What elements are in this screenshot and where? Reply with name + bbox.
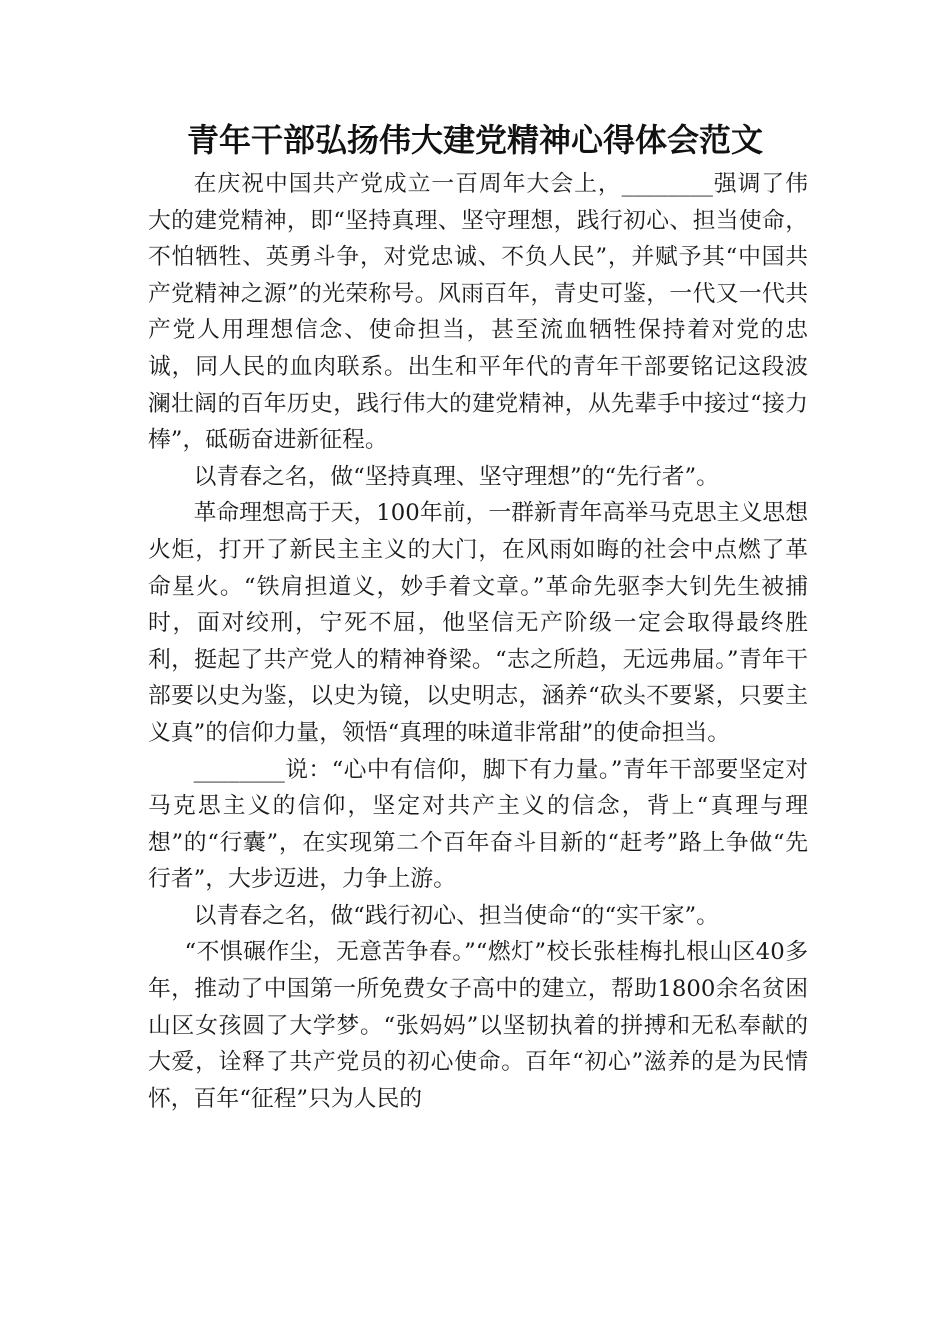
paragraph-revolution-ideals: 革命理想高于天，100年前，一群新青年高举马克思主义思想火炬，打开了新民主主义的大门，在风雨如晦的社会中点燃了革命星火。“铁肩担道义，妙手着文章。”革命先驱李大钊先生被捕时，面对绞刑，宁死不屈，他坚信无产阶级一定会取得最终胜利，挺起了共产党人的精神脊梁。“志之所趋，无远弗届。”青年干部要以史为鉴，以史为镜，以史明志，涵养“砍头不要紧，只要主义真”的信仰力量，领悟“真理的味道非常甜”的使命担当。 (148, 500, 808, 746)
paragraph-zhang-guimei: “不惧碾作尘，无意苦争春。”“燃灯”校长张桂梅扎根山区40多年，推动了中国第一所免费女子高中的建立，帮助1800余名贫困山区女孩圆了大学梦。“张妈妈”以坚韧执着的拼搏和无私奉献的大爱，诠释了共产党员的初心使命。百年“初心”滋养的是为民情怀，百年“征程”只为人民的 (148, 939, 808, 1112)
paragraph-heading-2: 以青春之名，做“践行初心、担当使命“的“实干家”。 (193, 902, 719, 929)
document-body (148, 166, 808, 1117)
document-title: 青年干部弘扬伟大建党精神心得体会范文 (186, 121, 763, 159)
paragraph-faith: ________说：“心中有信仰，脚下有力量。”青年干部要坚定对马克思主义的信仰，坚定对共产主义的信念，背上“真理与理想”的“行囊”，在实现第二个百年奋斗目新的“赶考”路上争做“先行者”，大步迈进，力争上游。 (148, 756, 808, 893)
paragraph-heading-1: 以青春之名，做“坚持真理、坚守理想”的“先行者”。 (193, 463, 719, 490)
paragraph-intro: 在庆祝中国共产党成立一百周年大会上，________强调了伟大的建党精神，即“坚持真理、坚守理想，践行初心、担当使命，不怕牺牲、英勇斗争，对党忠诚、不负人民”，并赋予其“中国共产党精神之源”的光荣称号。风雨百年，青史可鉴，一代又一代共产党人用理想信念、使命担当，甚至流血牺牲保持着对党的忠诚，同人民的血肉联系。出生和平年代的青年干部要铭记这段波澜壮阔的百年历史，践行伟大的建党精神，从先辈手中接过“接力棒”，砥砺奋进新征程。 (148, 171, 808, 454)
